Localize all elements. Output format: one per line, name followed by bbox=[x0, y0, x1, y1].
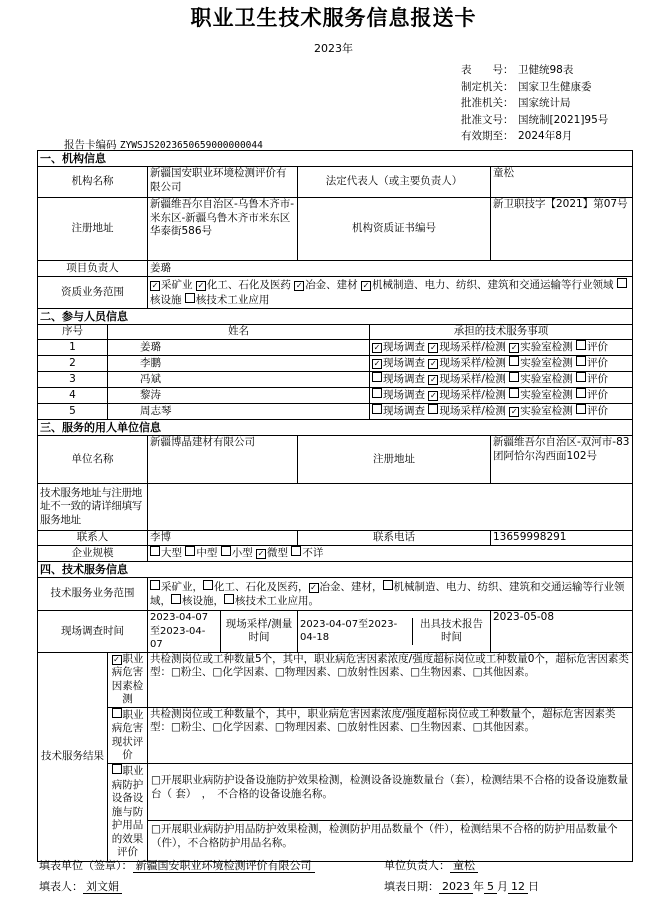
contact-label: 联系人 bbox=[38, 531, 148, 546]
employer-name-label: 单位名称 bbox=[38, 436, 148, 484]
meta-label: 有效期至： bbox=[461, 130, 514, 142]
staff-task-text: 实验室检测 bbox=[520, 357, 577, 370]
org-scope-option-checkbox[interactable] bbox=[185, 293, 195, 303]
svc-scope-option-text: 核设施， bbox=[182, 595, 224, 607]
staff-col-no: 序号 bbox=[38, 325, 108, 340]
staff-rows bbox=[38, 340, 633, 420]
staff-task-text: 现场调查 bbox=[383, 373, 429, 386]
meta-label: 批准文号： bbox=[461, 113, 514, 126]
staff-task-checkbox[interactable]: ✓ bbox=[429, 391, 437, 401]
table-row bbox=[38, 404, 633, 420]
phone-label: 联系电话 bbox=[298, 531, 491, 546]
org-name-label: 机构名称 bbox=[38, 167, 148, 198]
staff-task-checkbox[interactable]: ✓ bbox=[373, 343, 381, 353]
org-scope-option-text: 化工、石化及医药 bbox=[206, 279, 295, 291]
meta-label: 表 号： bbox=[461, 64, 514, 76]
footer-date-day-char: 日 bbox=[528, 880, 539, 893]
svc-scope-option-checkbox[interactable] bbox=[383, 580, 393, 590]
result-1-checkbox[interactable]: ✓ bbox=[113, 654, 120, 664]
size-option-checkbox[interactable] bbox=[291, 546, 301, 556]
footer-date-label: 填表日期： bbox=[384, 880, 439, 893]
staff-col-tasks: 承担的技术服务事项 bbox=[370, 325, 633, 340]
staff-task-text: 现场调查 bbox=[383, 341, 429, 354]
staff-col-name: 姓名 bbox=[108, 325, 370, 340]
staff-tasks bbox=[370, 372, 633, 388]
size-options bbox=[148, 546, 633, 562]
size-option-text: 小型 bbox=[231, 547, 257, 560]
result-2-text: 共检测岗位或工种数量个，其中，职业病危害因素浓度/强度超标岗位或工种数量个，超标危害因素类型：□粉尘、□化学因素、□物理因素、□放射性因素、□生物因素、□其他因素。 bbox=[148, 707, 633, 763]
staff-task-checkbox[interactable] bbox=[509, 356, 519, 366]
staff-task-text: 实验室检测 bbox=[520, 405, 577, 418]
staff-name: 周志琴 bbox=[108, 404, 370, 420]
staff-tasks bbox=[370, 340, 633, 356]
staff-name: 姜璐 bbox=[108, 340, 370, 356]
section-service-title: 四、技术服务信息 bbox=[38, 562, 633, 578]
sampling-time-cell bbox=[298, 611, 491, 653]
staff-tasks bbox=[370, 404, 633, 420]
staff-task-checkbox[interactable] bbox=[576, 404, 586, 414]
svc-scope-option-checkbox[interactable] bbox=[224, 594, 234, 604]
org-cert-value: 新卫职技字【2021】第07号 bbox=[491, 198, 633, 261]
staff-tasks bbox=[370, 356, 633, 372]
form-title: 职业卫生技术服务信息报送卡 bbox=[190, 5, 477, 30]
footer-head-label: 单位负责人： bbox=[384, 859, 450, 872]
staff-task-text: 现场调查 bbox=[383, 357, 429, 370]
report-code-value: ZYWSJS2023650659000000044 bbox=[119, 140, 263, 151]
report-time-label: 出具技术报告时间 bbox=[420, 617, 483, 644]
staff-no: 3 bbox=[38, 372, 108, 388]
meta-row bbox=[461, 79, 608, 96]
org-scope-option-text: 机械制造、电力、纺织、建筑和交通运输等行业领域 bbox=[372, 279, 617, 291]
sampling-time-label: 现场采样/测量时间 bbox=[225, 617, 293, 644]
meta-row bbox=[461, 62, 608, 79]
staff-task-checkbox[interactable] bbox=[576, 340, 586, 350]
org-cert-label: 机构资质证书编号 bbox=[298, 198, 491, 261]
result-1-label: 职业病危害因素检测 bbox=[111, 652, 144, 705]
staff-task-text: 现场采样/检测 bbox=[439, 373, 510, 386]
staff-task-text: 评价 bbox=[587, 341, 609, 354]
staff-task-text: 现场采样/检测 bbox=[439, 357, 510, 370]
staff-task-checkbox[interactable] bbox=[576, 356, 586, 366]
employer-addr-label: 注册地址 bbox=[298, 436, 491, 484]
staff-task-text: 实验室检测 bbox=[520, 341, 577, 354]
staff-task-checkbox[interactable]: ✓ bbox=[510, 407, 518, 417]
staff-task-checkbox[interactable] bbox=[509, 372, 519, 382]
staff-name: 冯斌 bbox=[108, 372, 370, 388]
staff-task-text: 现场调查 bbox=[383, 389, 429, 402]
meta-value: 2024年8月 bbox=[518, 130, 573, 142]
staff-task-text: 实验室检测 bbox=[520, 373, 577, 386]
org-scope-option-checkbox[interactable] bbox=[617, 278, 627, 288]
staff-task-checkbox[interactable] bbox=[428, 404, 438, 414]
meta-label: 制定机关： bbox=[461, 80, 514, 93]
size-option-checkbox[interactable] bbox=[185, 546, 195, 556]
org-scope-option-text: 核设施 bbox=[150, 293, 185, 306]
staff-task-checkbox[interactable]: ✓ bbox=[429, 343, 437, 353]
result-2-checkbox[interactable] bbox=[112, 708, 122, 718]
staff-task-checkbox[interactable]: ✓ bbox=[373, 359, 381, 369]
meta-row bbox=[461, 95, 608, 112]
org-name-value: 新疆国安职业环境检测评价有限公司 bbox=[148, 167, 298, 198]
svc-scope-option-checkbox[interactable] bbox=[203, 580, 213, 590]
survey-time-label: 现场调查时间 bbox=[38, 611, 148, 653]
svc-scope-option-text: 化工、石化及医药， bbox=[214, 580, 309, 593]
staff-task-text: 评价 bbox=[587, 357, 609, 370]
staff-name: 黎涛 bbox=[108, 388, 370, 404]
pm-label: 项目负责人 bbox=[38, 261, 148, 277]
svc-scope-option-text: 机械制造、电力、纺织、建筑和交通运输等行业领域， bbox=[150, 580, 625, 607]
result-3-label-cell bbox=[108, 763, 148, 861]
org-scope-option-text: 冶金、建材 bbox=[305, 279, 362, 291]
footer-date-year[interactable]: 2023 bbox=[439, 880, 473, 894]
table-row bbox=[38, 340, 633, 356]
staff-no: 2 bbox=[38, 356, 108, 372]
result-3-label: 职业病防护设备设施与防护用品的效果评价 bbox=[111, 765, 144, 859]
meta-row bbox=[461, 112, 608, 129]
survey-time-split bbox=[148, 611, 297, 652]
footer-unit-value[interactable]: 新疆国安职业环境检测评价有限公司 bbox=[133, 859, 315, 873]
org-scope-option-checkbox[interactable]: ✓ bbox=[295, 281, 303, 290]
org-scope-label: 资质业务范围 bbox=[38, 277, 148, 309]
org-scope-option-text: 核技术工业应用 bbox=[195, 293, 270, 306]
org-rep-value: 童松 bbox=[491, 167, 633, 198]
size-option-text: 大型 bbox=[161, 547, 186, 560]
section-employer-title: 三、服务的用人单位信息 bbox=[38, 420, 633, 436]
employer-addr-value: 新疆维吾尔自治区-双河市-83团阿恰尔沟西面102号 bbox=[491, 436, 633, 484]
footer-date-month[interactable]: 5 bbox=[484, 880, 497, 894]
staff-task-checkbox[interactable] bbox=[372, 372, 382, 382]
org-scope-option-text: 采矿业 bbox=[161, 279, 196, 291]
org-scope-option-checkbox[interactable]: ✓ bbox=[197, 281, 205, 290]
staff-task-text: 评价 bbox=[587, 373, 609, 386]
result-2-label: 职业病危害现状评价 bbox=[111, 708, 144, 761]
staff-task-text: 实验室检测 bbox=[520, 389, 577, 402]
pm-value: 姜璐 bbox=[148, 261, 633, 277]
staff-task-checkbox[interactable] bbox=[509, 388, 519, 398]
meta-value: 国统制[2021]95号 bbox=[518, 113, 609, 126]
table-row bbox=[38, 388, 633, 404]
staff-task-text: 评价 bbox=[587, 405, 609, 418]
section-staff-title: 二、参与人员信息 bbox=[38, 309, 633, 325]
meta-value: 国家卫生健康委 bbox=[518, 80, 592, 93]
footer-date-month-char: 月 bbox=[497, 880, 508, 893]
staff-task-checkbox[interactable] bbox=[576, 388, 586, 398]
svc-scope-option-text: 采矿业， bbox=[161, 580, 203, 593]
staff-task-text: 现场采样/检测 bbox=[439, 389, 510, 402]
staff-task-checkbox[interactable]: ✓ bbox=[510, 343, 518, 353]
result-1-text: 共检测岗位或工种数量5个，其中，职业病危害因素浓度/强度超标岗位或工种数量0个，超标危害因素类型：□粉尘、□化学因素、□物理因素、□放射性因素、□生物因素、□其他因素。 bbox=[148, 652, 633, 707]
svc-addr-value bbox=[148, 484, 633, 531]
staff-no: 5 bbox=[38, 404, 108, 420]
svc-scope-option-checkbox[interactable]: ✓ bbox=[310, 582, 317, 592]
size-option-text: 不详 bbox=[302, 547, 324, 560]
staff-task-text: 现场采样/检测 bbox=[439, 341, 510, 354]
sampling-time-split bbox=[298, 618, 490, 645]
size-option-checkbox[interactable] bbox=[221, 546, 231, 556]
org-scope-option-checkbox[interactable]: ✓ bbox=[151, 281, 159, 290]
table-row bbox=[38, 372, 633, 388]
results-label: 技术服务结果 bbox=[38, 652, 108, 861]
staff-tasks bbox=[370, 388, 633, 404]
table-row bbox=[38, 356, 633, 372]
staff-no: 4 bbox=[38, 388, 108, 404]
size-option-checkbox[interactable] bbox=[150, 546, 160, 556]
staff-task-checkbox[interactable] bbox=[372, 404, 382, 414]
svc-scope-options bbox=[148, 578, 633, 611]
result-3-text-1: □开展职业病防护设备设施防护效果检测，检测设备设施数量台（套），检测结果不合格的设备设施数量台（ 套） ， 不合格的设备设施名称。 bbox=[148, 772, 632, 821]
size-option-text: 微型 bbox=[267, 547, 292, 560]
footer-date-day[interactable]: 12 bbox=[508, 880, 528, 894]
report-code-label: 报告卡编码 bbox=[64, 139, 117, 151]
form-meta bbox=[461, 62, 608, 145]
meta-label: 批准机关： bbox=[461, 97, 514, 109]
footer-head-value[interactable]: 童松 bbox=[450, 859, 478, 873]
sampling-time-value: 2023-04-07至2023-04-18 bbox=[298, 618, 413, 645]
svc-scope-option-text: 冶金、建材， bbox=[319, 580, 383, 593]
footer-unit bbox=[39, 857, 315, 873]
svc-scope-label: 技术服务业务范围 bbox=[38, 578, 148, 611]
result-2-label-cell bbox=[108, 707, 148, 763]
footer-filler-label: 填表人： bbox=[39, 880, 83, 893]
survey-time-value: 2023-04-07至2023-04-07 bbox=[148, 611, 221, 652]
report-time-value: 2023-05-08 bbox=[491, 611, 633, 653]
staff-task-text: 现场调查 bbox=[383, 405, 429, 418]
staff-task-checkbox[interactable] bbox=[576, 372, 586, 382]
footer-unit-label: 填表单位（签章）： bbox=[39, 859, 133, 872]
org-addr-value: 新疆维吾尔自治区-乌鲁木齐市-米东区-新疆乌鲁木齐市米东区华泰街586号 bbox=[148, 198, 298, 261]
svc-addr-label: 技术服务地址与注册地址不一致的请详细填写服务地址 bbox=[38, 484, 148, 531]
section-org-title: 一、机构信息 bbox=[38, 151, 633, 167]
result-3-text-2: □开展职业病防护用品防护效果检测，检测防护用品数量个（件），检测结果不合格的防护用品数量个（件），不合格防护用品名称。 bbox=[151, 823, 618, 849]
staff-task-text: 评价 bbox=[587, 389, 609, 402]
org-scope-option-checkbox[interactable]: ✓ bbox=[362, 281, 370, 290]
phone-value: 13659998291 bbox=[491, 531, 633, 546]
staff-task-checkbox[interactable] bbox=[372, 388, 382, 398]
result-1-label-cell bbox=[108, 652, 148, 707]
staff-task-text: 现场采样/检测 bbox=[439, 405, 510, 418]
footer-head bbox=[384, 857, 478, 873]
staff-name: 李鹏 bbox=[108, 356, 370, 372]
size-label: 企业规模 bbox=[38, 546, 148, 562]
footer-filler-value[interactable]: 刘文娟 bbox=[83, 880, 122, 894]
org-rep-label: 法定代表人（或主要负责人） bbox=[298, 167, 491, 198]
staff-task-checkbox[interactable]: ✓ bbox=[429, 375, 437, 385]
footer-filler bbox=[39, 878, 122, 894]
survey-time-cell bbox=[148, 611, 298, 653]
meta-row bbox=[461, 128, 608, 145]
footer-date bbox=[384, 878, 539, 894]
svc-scope-option-text: 核技术工业应用。 bbox=[235, 595, 319, 607]
svc-scope-option-checkbox[interactable] bbox=[171, 594, 181, 604]
size-option-checkbox[interactable]: ✓ bbox=[257, 549, 265, 559]
staff-task-checkbox[interactable]: ✓ bbox=[429, 359, 437, 369]
result-3-text-cell bbox=[148, 763, 633, 861]
footer-date-year-char: 年 bbox=[473, 880, 484, 893]
result-3-checkbox[interactable] bbox=[112, 764, 122, 774]
svc-scope-option-checkbox[interactable] bbox=[150, 580, 160, 590]
employer-name-value: 新疆博晶建材有限公司 bbox=[148, 436, 298, 484]
staff-no: 1 bbox=[38, 340, 108, 356]
form-year: 2023年 bbox=[314, 42, 353, 55]
meta-value: 国家统计局 bbox=[518, 97, 571, 109]
info-form-table bbox=[37, 150, 633, 862]
meta-value: 卫健统98表 bbox=[518, 64, 574, 76]
org-scope-options bbox=[148, 277, 633, 309]
org-addr-label: 注册地址 bbox=[38, 198, 148, 261]
size-option-text: 中型 bbox=[196, 547, 221, 560]
contact-value: 李博 bbox=[148, 531, 298, 546]
